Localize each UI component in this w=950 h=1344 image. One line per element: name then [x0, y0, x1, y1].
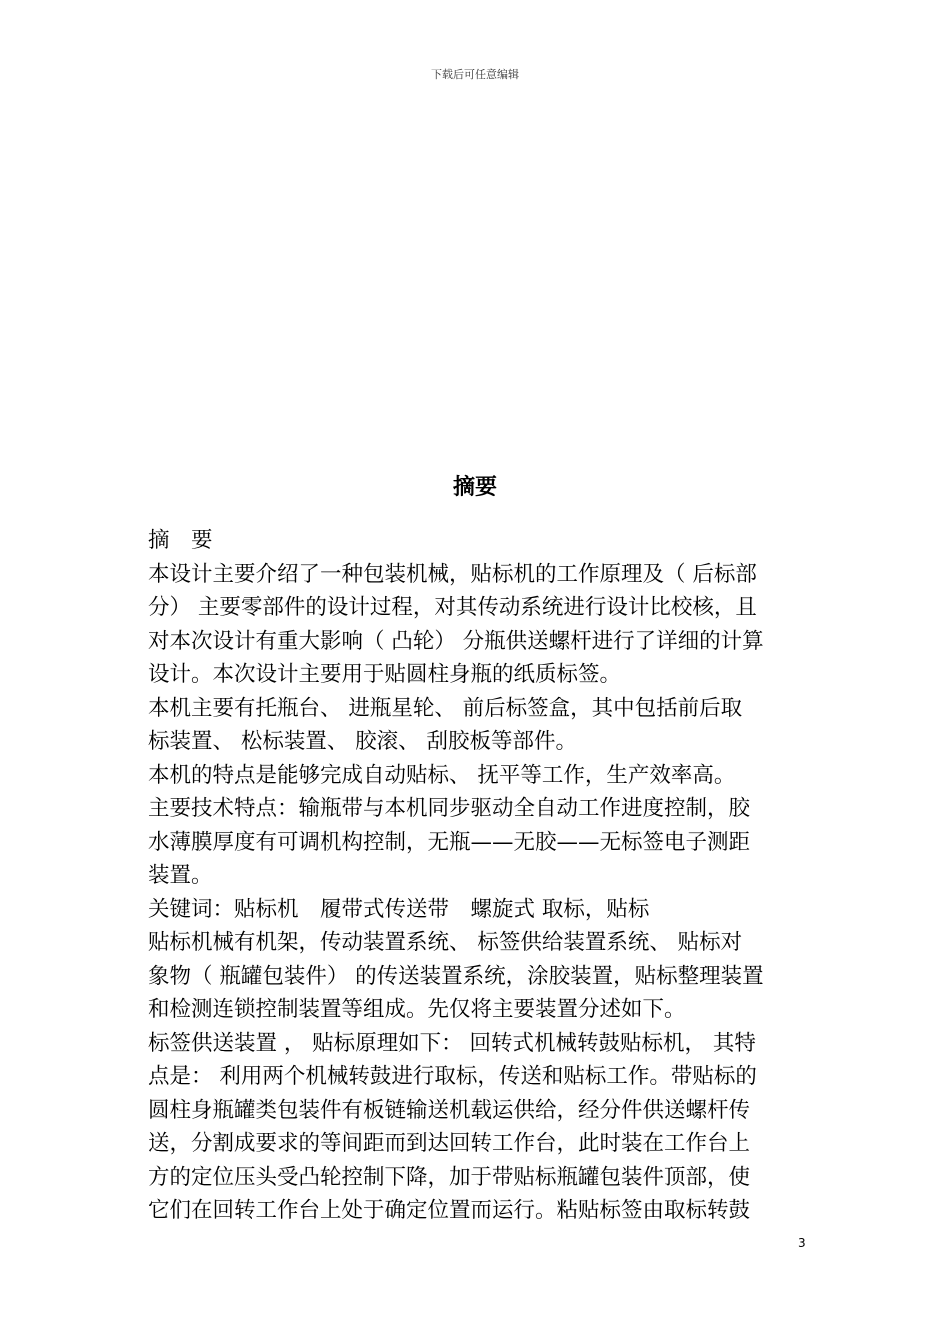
text-line: 标装置、 松标装置、 胶滚、 刮胶板等部件。	[148, 729, 578, 754]
text-line: 贴标机械有机架，传动装置系统、 标签供给装置系统、 贴标对	[148, 930, 743, 955]
text-line: 摘 要	[148, 528, 213, 553]
page-header-note: 下载后可任意编辑	[431, 68, 519, 81]
text-line: 对本次设计有重大影响（ 凸轮） 分瓶供送螺杆进行了详细的计算	[148, 628, 764, 654]
text-line: 点是： 利用两个机械转鼓进行取标，传送和贴标工作。带贴标的	[148, 1064, 757, 1089]
body-text	[148, 524, 812, 1228]
section-title: 摘要	[452, 475, 497, 500]
text-line: 方的定位压头受凸轮控制下降，加于带贴标瓶罐包装件顶部，使	[148, 1164, 751, 1190]
text-line: 圆柱身瓶罐类包装件有板链输送机载运供给，经分件供送螺杆传	[148, 1097, 751, 1123]
text-line: 它们在回转工作台上处于确定位置而运行。粘贴标签由取标转鼓	[148, 1198, 751, 1223]
text-line: 本设计主要介绍了一种包装机械，贴标机的工作原理及（ 后标部	[148, 561, 757, 587]
page-number: 3	[798, 1236, 806, 1250]
keywords-line: 关键词：贴标机 履带式传送带 螺旋式 取标，贴标	[148, 896, 650, 922]
text-line: 本机的特点是能够完成自动贴标、 抚平等工作，生产效率高。	[148, 762, 736, 788]
text-line: 象物（ 瓶罐包装件） 的传送装置系统，涂胶装置，贴标整理装置	[148, 963, 764, 989]
text-line: 分） 主要零部件的设计过程，对其传动系统进行设计比校核，且	[148, 595, 757, 620]
text-line: 设计。本次设计主要用于贴圆柱身瓶的纸质标签。	[148, 662, 622, 687]
text-line: 主要技术特点：输瓶带与本机同步驱动全自动工作进度控制，胶	[148, 796, 751, 821]
text-line: 本机主要有托瓶台、 进瓶星轮、 前后标签盒，其中包括前后取	[148, 695, 743, 721]
text-line: 和检测连锁控制装置等组成。先仅将主要装置分述如下。	[148, 997, 686, 1022]
text-line: 水薄膜厚度有可调机构控制，无瓶——无胶——无标签电子测距	[148, 829, 751, 855]
text-line: 装置。	[148, 863, 213, 888]
text-line: 标签供送装置 ， 贴标原理如下： 回转式机械转鼓贴标机， 其特	[148, 1030, 756, 1056]
text-line: 送，分割成要求的等间距而到达回转工作台，此时装在工作台上	[148, 1131, 751, 1156]
